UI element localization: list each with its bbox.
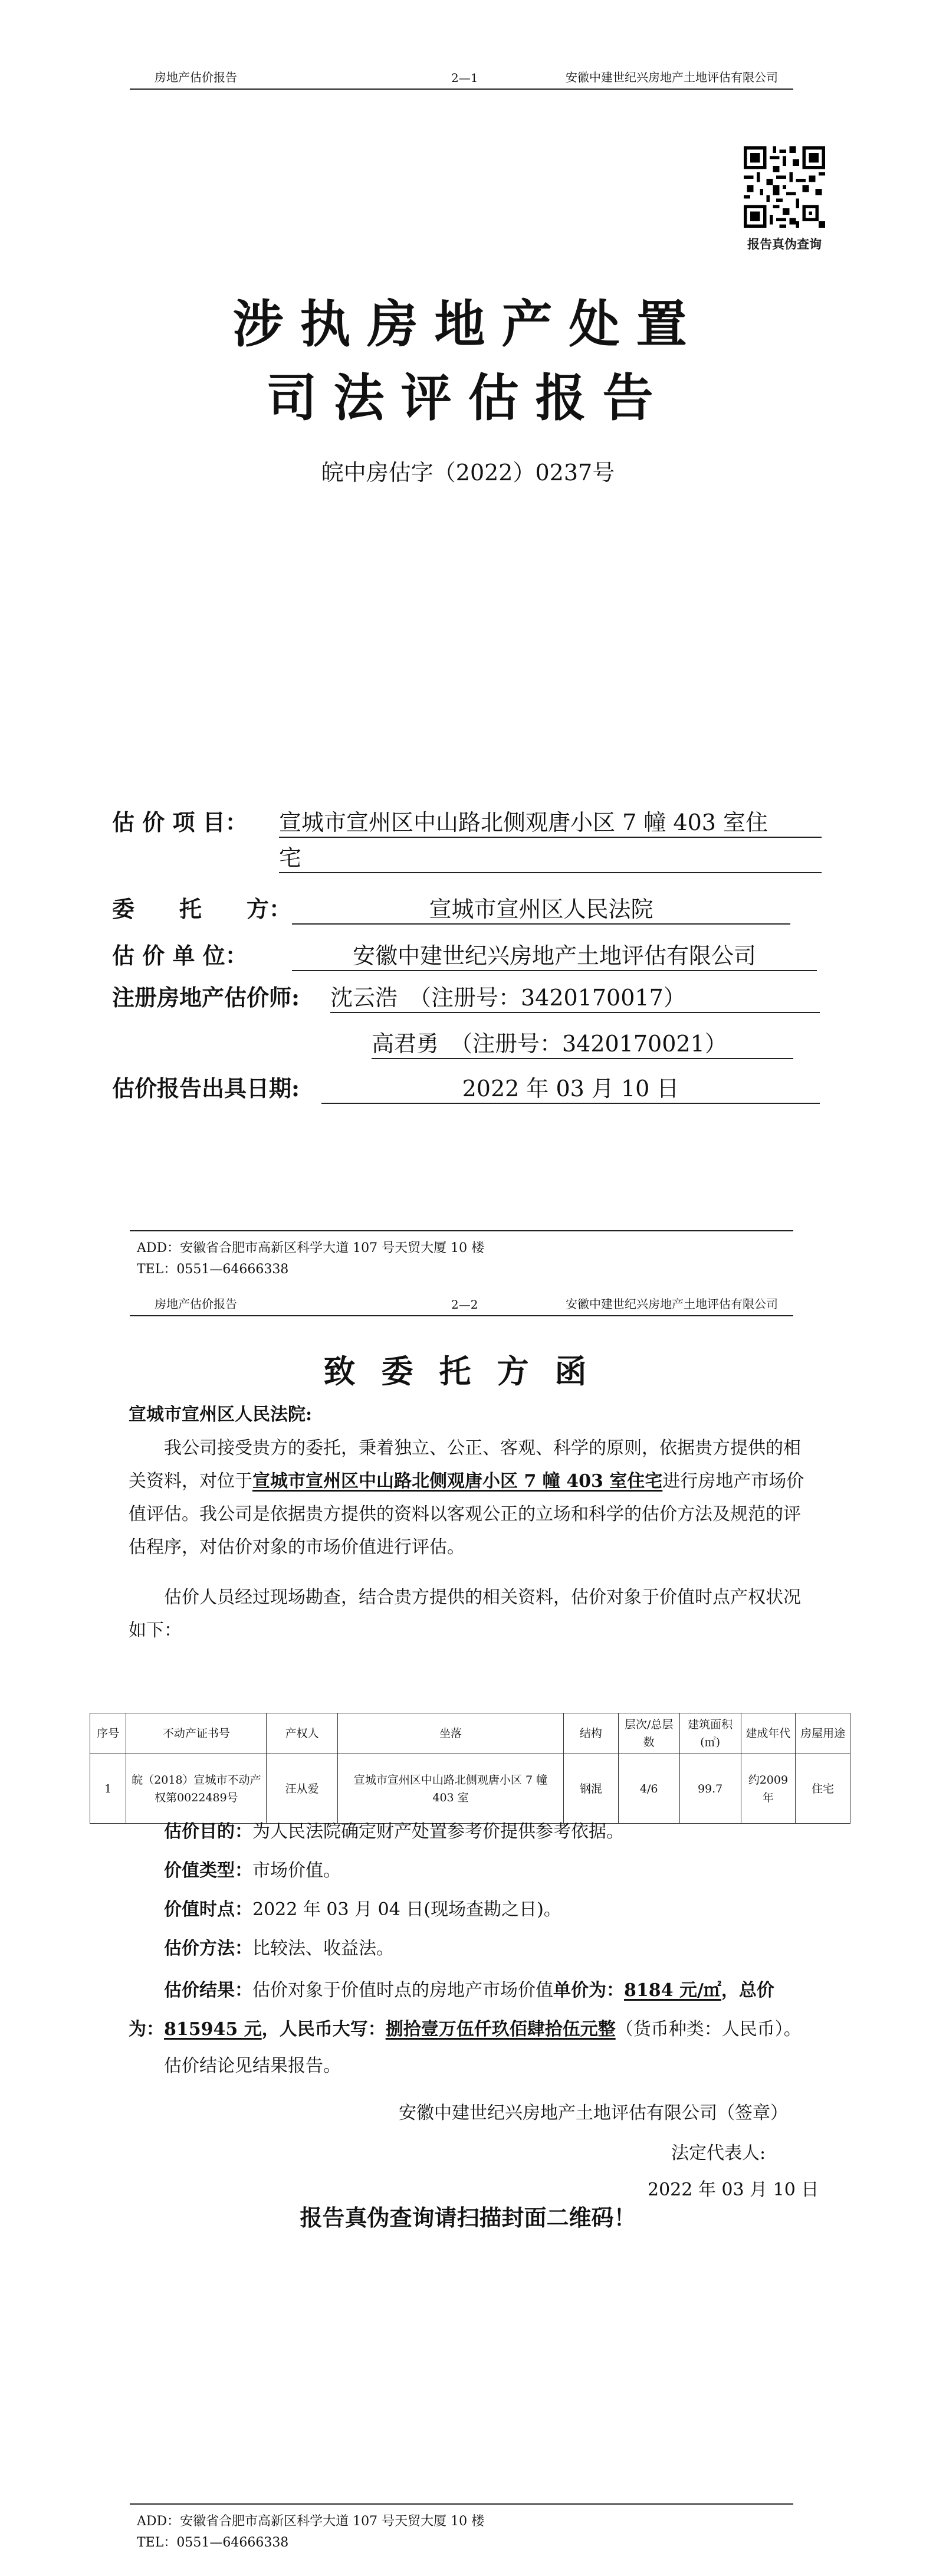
td-no: 1: [90, 1754, 126, 1824]
method-label: 估价方法：: [164, 1938, 252, 1959]
table-row: [90, 1754, 850, 1824]
appraiser-2: 高君勇 （注册号：3420170021）: [372, 1025, 793, 1059]
value-type-row: [129, 1854, 807, 1887]
result-currency: （货币种类：人民币）。: [615, 2019, 802, 2040]
result-caps: 捌拾壹万伍仟玖佰肆拾伍元整: [385, 2019, 616, 2040]
footer: [137, 1238, 484, 1280]
table-header-row: [90, 1713, 850, 1754]
td-floors: 4/6: [618, 1754, 679, 1824]
header-left-2: 房地产估价报告: [155, 1297, 237, 1311]
footer-tel-2: TEL：0551—64666338: [137, 2535, 289, 2550]
th-year: 建成年代: [741, 1713, 796, 1754]
conclusion-row: 估价结论见结果报告。: [164, 2056, 341, 2076]
footer-address: ADD：安徽省合肥市高新区科学大道 107 号天贸大厦 10 楼: [137, 1241, 485, 1256]
client-value: 宣城市宣州区人民法院: [292, 891, 790, 925]
th-use: 房屋用途: [796, 1713, 850, 1754]
footer-address-2: ADD：安徽省合肥市高新区科学大道 107 号天贸大厦 10 楼: [137, 2514, 485, 2529]
page-header-2: [130, 1289, 793, 1316]
project-value-line2: 宅: [279, 840, 822, 873]
p1-rest: 进行房地产市场价值评估。我公司是依据贵方提供的资料以客观公正的立场和科学的估价方法及规范的评估程序，对估价对象的市场价值进行评估。: [129, 1471, 804, 1558]
th-cert: 不动产证书号: [126, 1713, 267, 1754]
th-owner: 产权人: [267, 1713, 338, 1754]
td-structure: 钢混: [564, 1754, 619, 1824]
header-page-number-2: 2—2: [451, 1297, 478, 1312]
result-unit-price: 8184 元/㎡: [624, 1980, 721, 2001]
client-label: 委 托 方：: [112, 896, 292, 922]
td-location: 宣城市宣州区中山路北侧观唐小区 7 幢 403 室: [337, 1754, 563, 1824]
authenticity-notice: 报告真伪查询请扫描封面二维码！: [300, 2204, 636, 2231]
project-label: 估 价 项 目：: [112, 809, 248, 835]
result-unit-label: 单价为：: [553, 1980, 624, 2001]
value-time-row: [129, 1893, 807, 1926]
unit-label: 估 价 单 位：: [112, 942, 248, 969]
result-total-price: 815945 元: [164, 2019, 262, 2040]
letter-title: 致委托方函: [323, 1352, 613, 1390]
header-company-2: 安徽中建世纪兴房地产土地评估有限公司: [566, 1297, 778, 1311]
p1-property: 宣城市宣州区中山路北侧观唐小区 7 幢 403 室住宅: [252, 1471, 663, 1492]
letter-paragraph-2: 估价人员经过现场勘查，结合贵方提供的相关资料，估价对象于价值时点产权状况如下：: [129, 1587, 801, 1641]
purpose-row: [129, 1815, 807, 1849]
td-use: 住宅: [796, 1754, 850, 1824]
purpose-value: 为人民法院确定财产处置参考价提供参考依据。: [252, 1821, 624, 1842]
value-type-value: 市场价值。: [252, 1860, 341, 1881]
appraiser-1: 沈云浩 （注册号：3420170017）: [330, 979, 820, 1013]
result-row: [129, 1971, 807, 2049]
td-owner: 汪从爱: [267, 1754, 338, 1824]
appraiser-label: 注册房地产估价师:: [112, 984, 300, 1011]
letter-addressee: 宣城市宣州区人民法院:: [129, 1404, 313, 1425]
page-header: [130, 63, 793, 90]
header-company: 安徽中建世纪兴房地产土地评估有限公司: [566, 70, 778, 84]
th-structure: 结构: [564, 1713, 619, 1754]
company-signature: 安徽中建世纪兴房地产土地评估有限公司（签章）: [399, 2103, 788, 2123]
value-time-label: 价值时点：: [164, 1899, 252, 1920]
td-cert: 皖（2018）宣城市不动产权第0022489号: [126, 1754, 267, 1824]
td-area: 99.7: [679, 1754, 741, 1824]
th-floors: 层次/总层数: [618, 1713, 679, 1754]
result-total-label: ，总价为：: [129, 1980, 774, 2040]
value-time-value: 2022 年 03 月 04 日(现场查勘之日)。: [252, 1899, 561, 1920]
legal-representative: 法定代表人:: [671, 2143, 766, 2164]
signature-date: 2022 年 03 月 10 日: [648, 2180, 819, 2200]
document-number: 皖中房估字（2022）0237号: [321, 460, 615, 486]
property-table: [90, 1713, 850, 1824]
p1-intro: 我公司接受贵方的委托，秉着独立、公正、客观、科学的原则，依据贵方提供的相关资料，对位于: [129, 1438, 801, 1492]
report-title-line2: 司法评估报告: [266, 368, 670, 428]
th-location: 坐落: [337, 1713, 563, 1754]
result-label: 估价结果：: [164, 1980, 252, 2001]
qr-code[interactable]: [744, 146, 825, 228]
header-page-number: 2—1: [451, 71, 478, 85]
purpose-label: 估价目的：: [164, 1821, 252, 1842]
th-no: 序号: [90, 1713, 126, 1754]
th-area: 建筑面积(㎡): [679, 1713, 741, 1754]
method-row: [129, 1932, 807, 1965]
qr-caption: 报告真伪查询: [747, 237, 822, 251]
report-title-line1: 涉执房地产处置: [232, 294, 704, 354]
header-left: 房地产估价报告: [155, 70, 237, 84]
method-value: 比较法、收益法。: [252, 1938, 394, 1959]
result-intro: 估价对象于价值时点的房地产市场价值: [252, 1980, 553, 2001]
date-label: 估价报告出具日期:: [112, 1075, 300, 1102]
footer-rule: [130, 1230, 793, 1231]
result-caps-label: ，人民币大写：: [261, 2019, 386, 2040]
date-value: 2022 年 03 月 10 日: [321, 1070, 820, 1104]
project-value-line1: 宣城市宣州区中山路北侧观唐小区 7 幢 403 室住: [279, 804, 822, 838]
footer-2: [137, 2511, 484, 2554]
unit-value: 安徽中建世纪兴房地产土地评估有限公司: [292, 938, 817, 971]
footer-rule-2: [130, 2503, 793, 2505]
footer-tel: TEL：0551—64666338: [137, 1262, 289, 1277]
letter-paragraph-1: [129, 1432, 807, 1564]
td-year: 约2009年: [741, 1754, 796, 1824]
value-type-label: 价值类型：: [164, 1860, 252, 1881]
